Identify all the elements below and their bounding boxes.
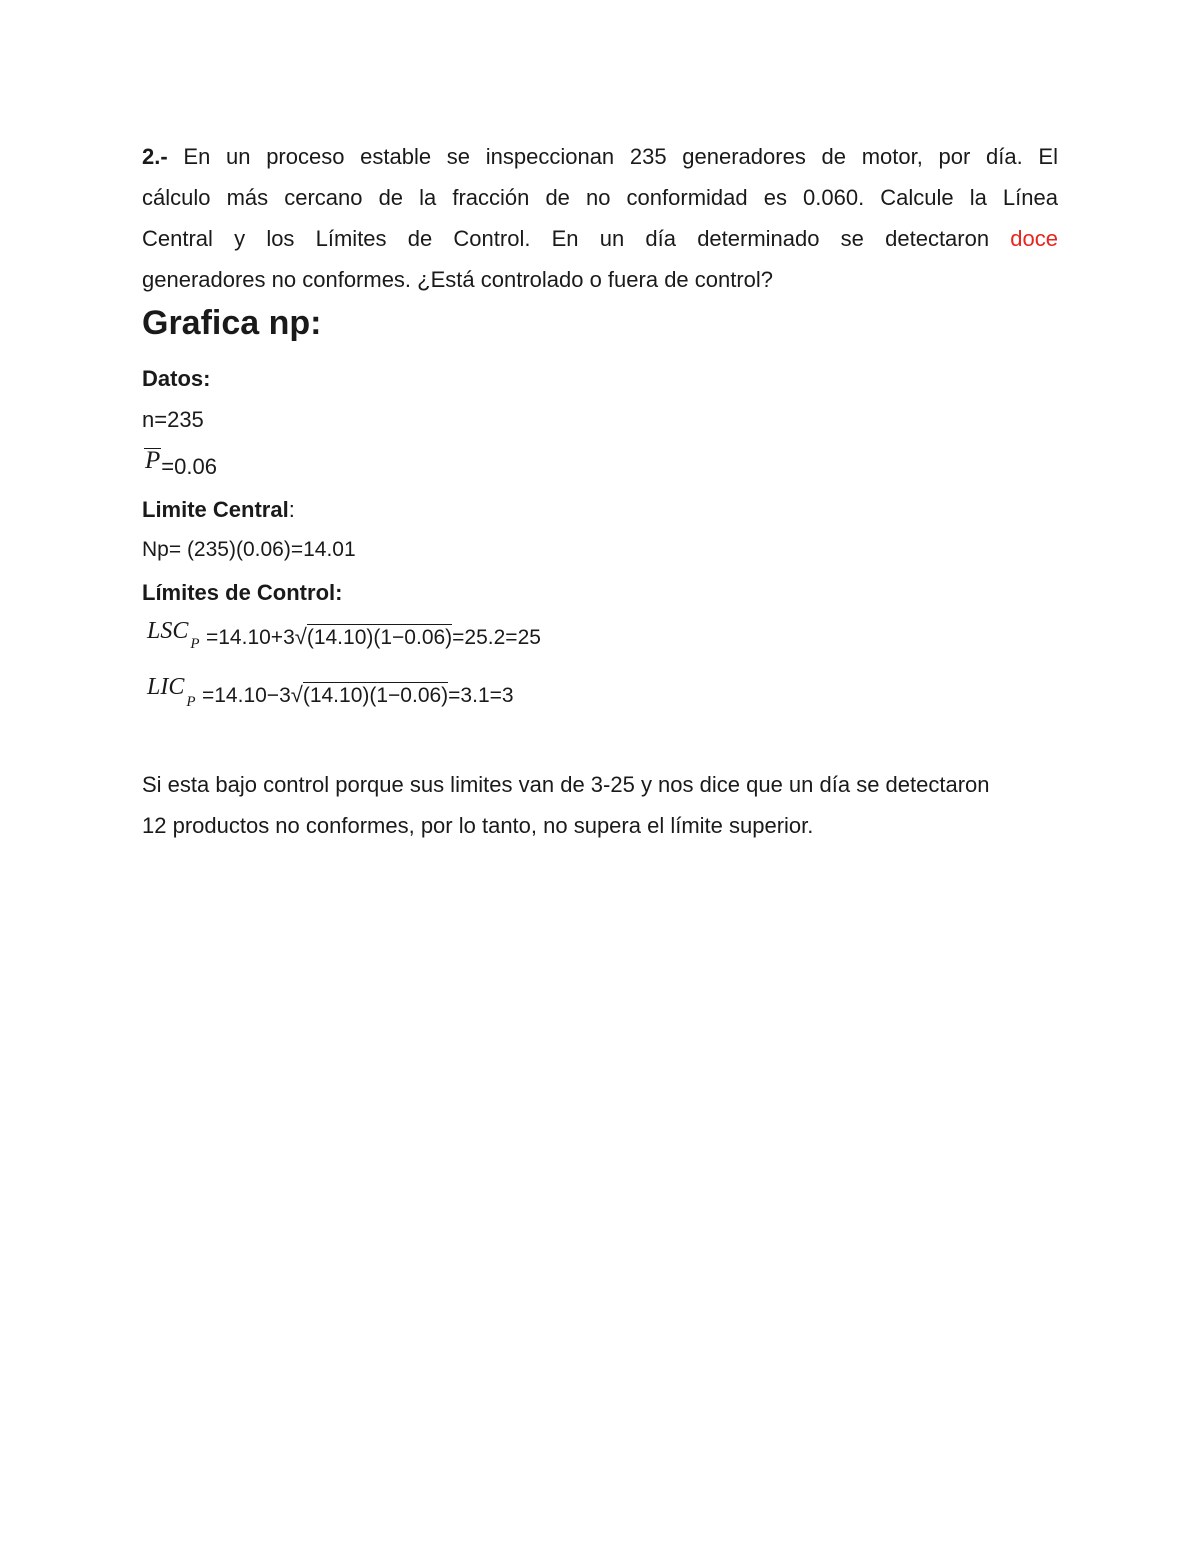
limite-central-formula: Np= (235)(0.06)=14.01 bbox=[142, 538, 356, 561]
problem-line-3: Central y los Límites de Control. En un día determinado se detectaron doce bbox=[142, 226, 1058, 251]
highlighted-word: doce bbox=[1010, 226, 1058, 251]
sqrt-icon: √ bbox=[290, 682, 303, 707]
lsc-radicand: (14.10)(1−0.06) bbox=[306, 626, 453, 649]
datos-label: Datos: bbox=[142, 366, 211, 391]
p-bar-value: =0.06 bbox=[161, 454, 217, 479]
conclusion-line-1: Si esta bajo control porque sus limites van de 3-25 y nos dice que un día se detectaron bbox=[142, 772, 990, 797]
n-value: n=235 bbox=[142, 407, 204, 432]
limite-central-heading: Limite Central: bbox=[142, 497, 295, 522]
problem-line-4: generadores no conformes. ¿Está controlado o fuera de control? bbox=[142, 267, 774, 292]
limites-control-label: Límites de Control: bbox=[142, 580, 343, 605]
lsc-symbol: LSC bbox=[147, 618, 189, 644]
lic-subscript: P bbox=[186, 694, 196, 710]
problem-statement bbox=[142, 136, 1058, 300]
lsc-result: =25.2=25 bbox=[452, 626, 541, 649]
lic-radicand: (14.10)(1−0.06) bbox=[302, 684, 449, 707]
sqrt-icon: √ bbox=[294, 624, 307, 649]
conclusion-line-2: 12 productos no conformes, por lo tanto, no supera el límite superior. bbox=[142, 813, 814, 838]
problem-number: 2.- bbox=[142, 144, 168, 169]
p-bar-symbol: P bbox=[145, 447, 161, 474]
problem-line-2: cálculo más cercano de la fracción de no conformidad es 0.060. Calcule la Línea bbox=[142, 185, 1058, 210]
lsc-subscript: P bbox=[190, 636, 200, 652]
p-bar-row bbox=[144, 447, 217, 479]
section-heading: Grafica np: bbox=[142, 304, 322, 342]
lic-formula: LICP =14.10−3√(14.10)(1−0.06)=3.1=3 bbox=[147, 674, 514, 710]
lsc-formula: LSC P =14.10+3√(14.10)(1−0.06)=25.2=25 bbox=[147, 618, 541, 652]
problem-line-1: 2.- En un proceso estable se inspeccionan 235 generadores de motor, por día. El bbox=[142, 144, 1058, 169]
lic-result: =3.1=3 bbox=[448, 684, 514, 707]
lic-symbol: LIC bbox=[147, 674, 185, 700]
